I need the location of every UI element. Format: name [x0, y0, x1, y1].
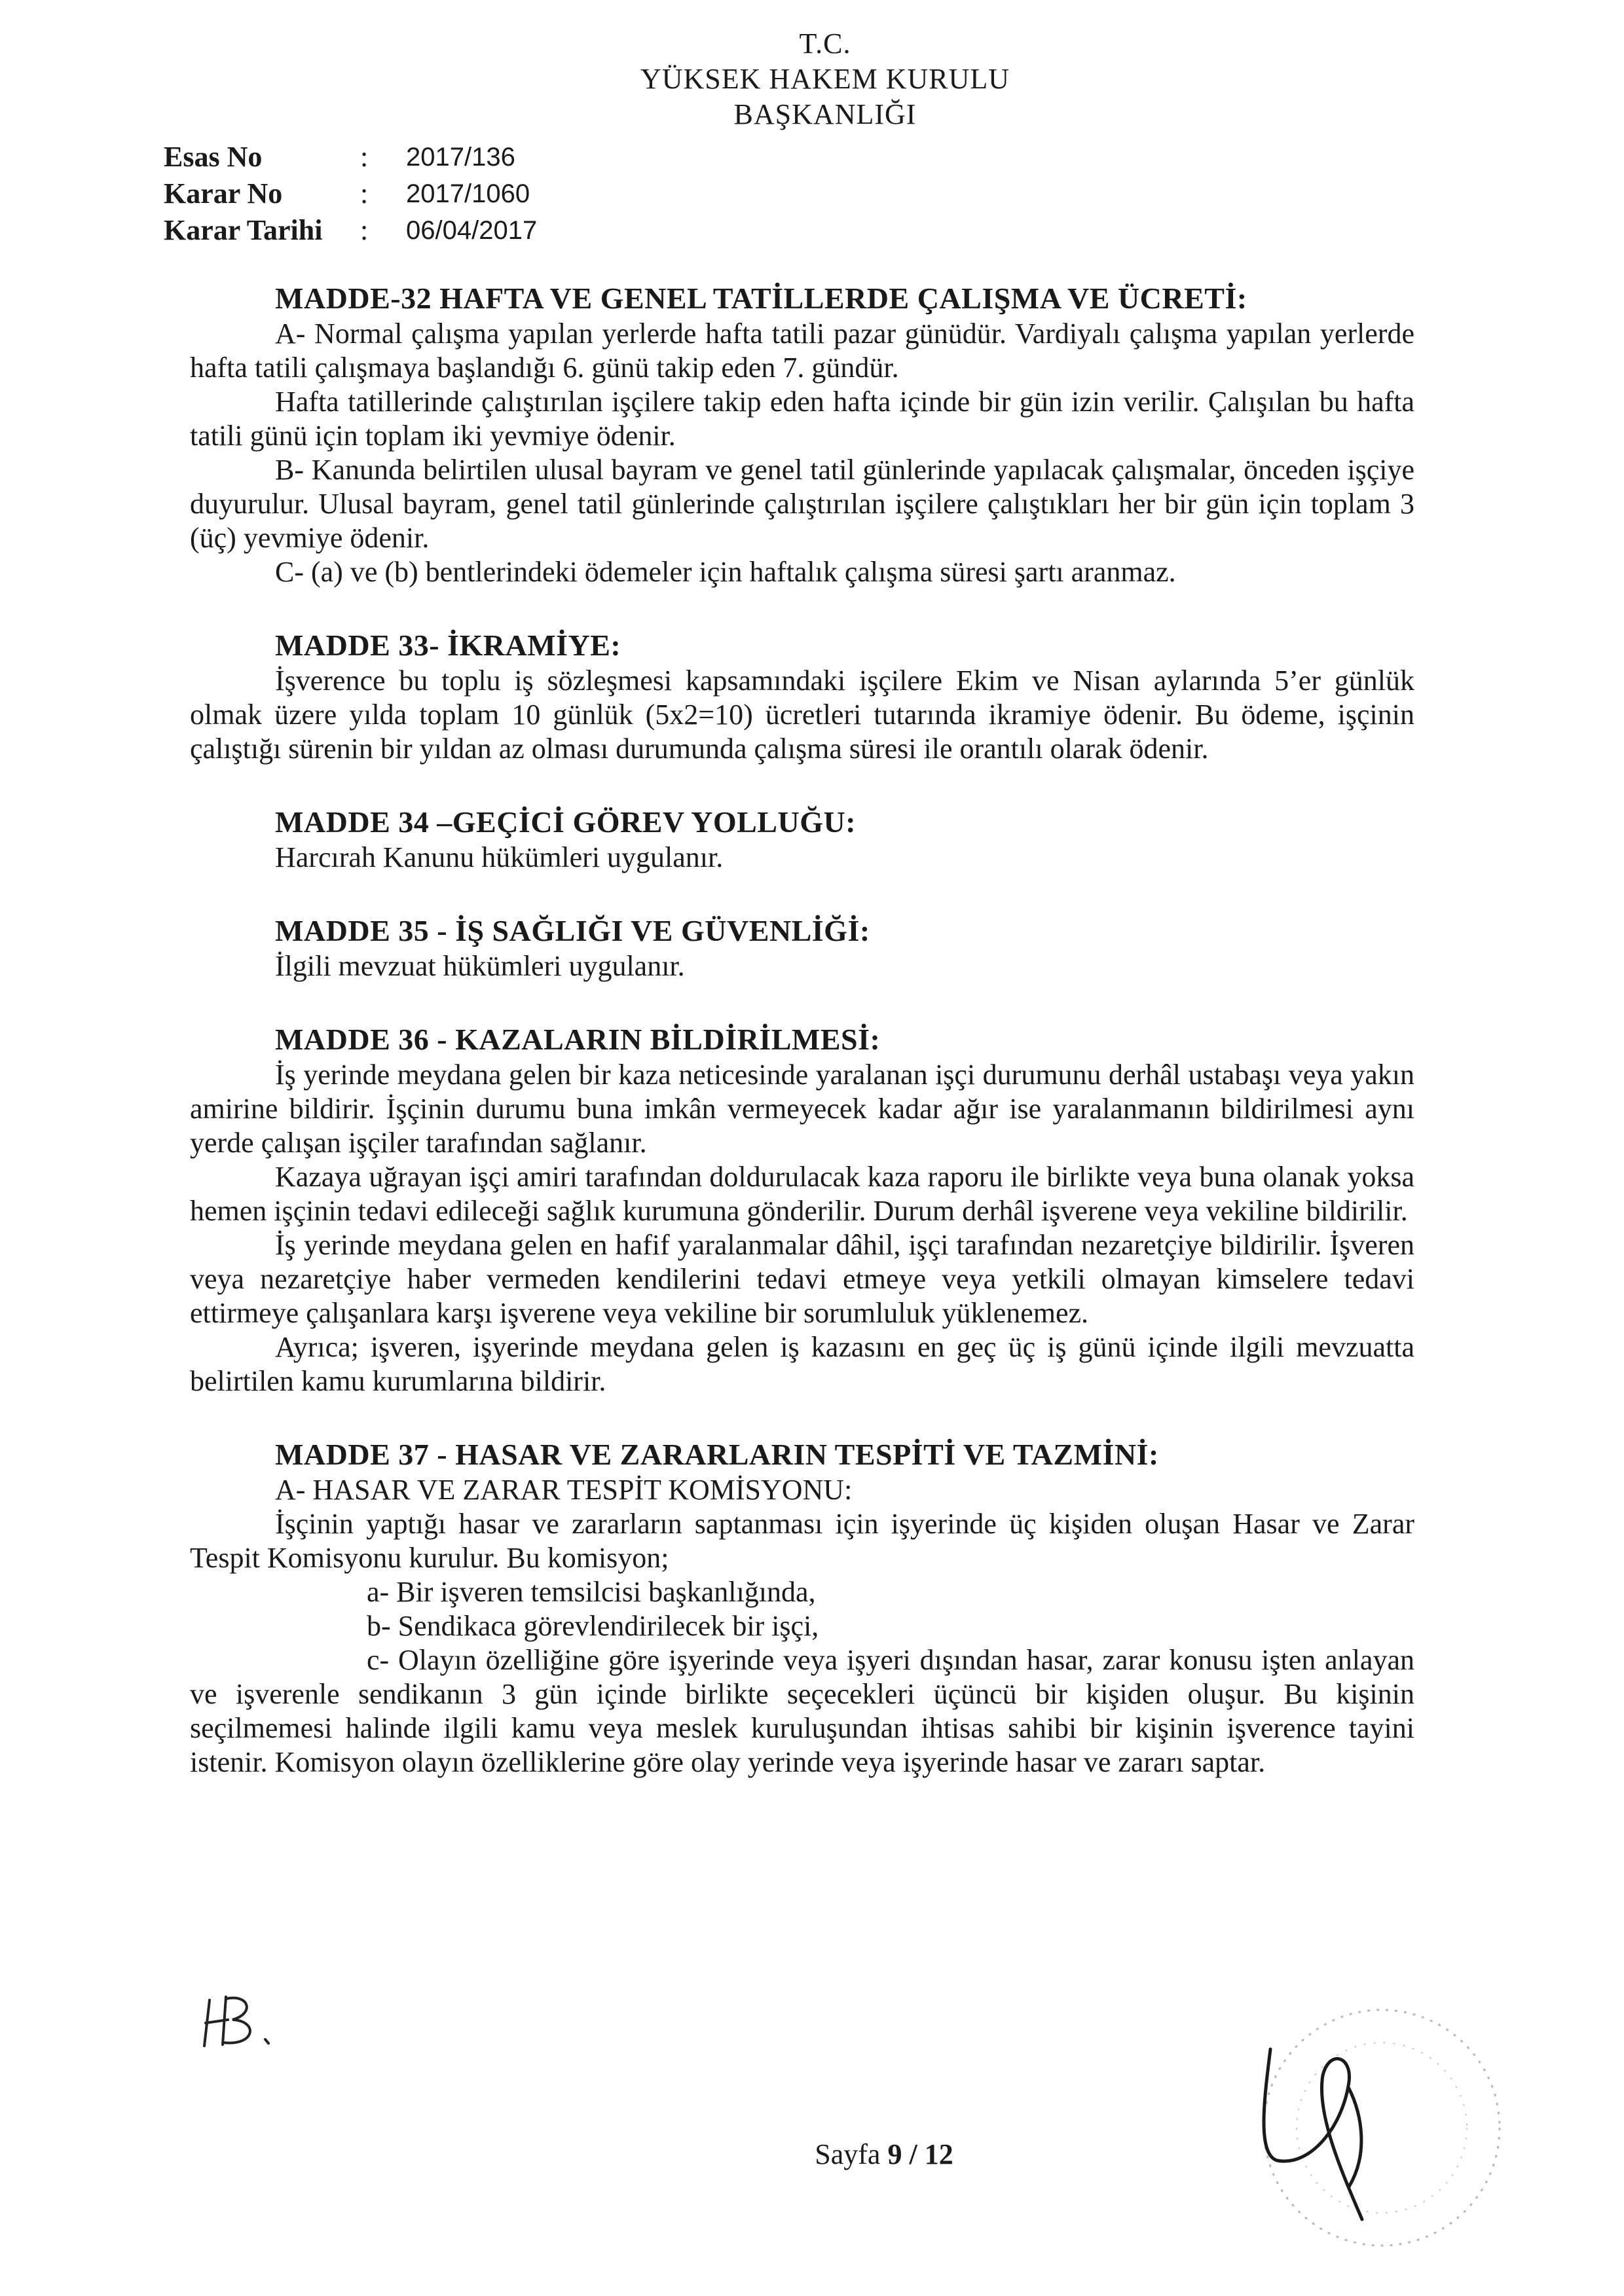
header-tc: T.C. — [799, 27, 851, 60]
paragraph: Kazaya uğrayan işçi amiri tarafından doldurulacak kaza raporu ile birlikte veya buna olanak yoksa hemen işçinin tedavi edileceği sağlık kurumuna gönderilir. Durum derhâl işverene veya vekiline bildirilir. — [190, 1161, 1414, 1227]
section-title: MADDE 33- İKRAMİYE: — [275, 629, 621, 662]
page-footer — [720, 2138, 1048, 2171]
section-title: MADDE 36 - KAZALARIN BİLDİRİLMESİ: — [275, 1023, 881, 1056]
section-madde-34 — [190, 805, 1414, 875]
paragraph: İşverence bu toplu iş sözleşmesi kapsamındaki işçilere Ekim ve Nisan aylarında 5’er günlük olmak üzere yılda toplam 10 günlük (5x2=10) ücretleri tutarında ikramiye ödenir. Bu ödeme, işçinin çalıştığı sürenin bir yıldan az olması durumunda çalışma süresi ile orantılı olarak ödenir. — [190, 665, 1414, 765]
section-madde-36 — [190, 1023, 1414, 1398]
paragraph: Hafta tatillerinde çalıştırılan işçilere takip eden hafta içinde bir gün izin verilir. Çalışılan bu hafta tatili günü için toplam iki yevmiye ödenir. — [190, 386, 1414, 452]
section-title: MADDE 34 –GEÇİCİ GÖREV YOLLUĞU: — [275, 805, 857, 839]
page-label: Sayfa — [815, 2138, 888, 2170]
list-item: a- Bir işveren temsilcisi başkanlığında, — [367, 1576, 816, 1608]
header-institution: YÜKSEK HAKEM KURULU — [640, 63, 1010, 95]
section-title: MADDE 37 - HASAR VE ZARARLARIN TESPİTİ VE TAZMİNİ: — [275, 1438, 1159, 1471]
paragraph: İlgili mevzuat hükümleri uygulanır. — [275, 950, 685, 982]
meta-label: Esas No — [164, 141, 263, 173]
paragraph: A- Normal çalışma yapılan yerlerde hafta tatili pazar günüdür. Vardiyalı çalışma yapılan yerlerde hafta tatili çalışmaya başlandığı 6. günü takip eden 7. gündür. — [190, 318, 1414, 384]
list-item-text: c- Olayın özelliğine göre işyerinde veya işyeri dışından hasar, zarar konusu işten anlayan ve işverenle sendikanın 3 gün içinde birlikte seçecekleri üçüncü bir kişiden oluşur. Bu kişinin seçilmemesi halinde ilgili kamu veya meslek kuruluşundan ihtisas sahibi bir kişinin işverence tayini istenir. Komisyon olayın özelliklerine göre olay yerinde veya işyerinde hasar ve zararı saptar. — [190, 1644, 1414, 1778]
paragraph: Ayrıca; işveren, işyerinde meydana gelen iş kazasını en geç üç iş günü içinde ilgili mevzuatta belirtilen kamu kurumlarına bildirir. — [190, 1331, 1414, 1397]
paragraph: B- Kanunda belirtilen ulusal bayram ve genel tatil günlerinde yapılacak çalışmalar, önceden işçiye duyurulur. Ulusal bayram, genel tatil günlerinde çalıştırılan işçilere çalıştıkları her bir gün için toplam 3 (üç) yevmiye ödenir. — [190, 454, 1414, 554]
meta-label: Karar Tarihi — [164, 214, 323, 246]
meta-row-esas — [164, 139, 537, 175]
section-title: MADDE 35 - İŞ SAĞLIĞI VE GÜVENLİĞİ: — [275, 914, 870, 947]
section-title: MADDE-32 HAFTA VE GENEL TATİLLERDE ÇALIŞMA VE ÜCRETİ: — [275, 282, 1247, 315]
meta-colon: : — [360, 177, 369, 210]
meta-colon: : — [360, 141, 369, 173]
paragraph: İşçinin yaptığı hasar ve zararların saptanması için işyerinde üç kişiden oluşan Hasar ve Zarar Tespit Komisyonu kurulur. Bu komisyon; — [190, 1508, 1414, 1574]
meta-value: 2017/136 — [406, 143, 515, 172]
list-item: b- Sendikaca görevlendirilecek bir işçi, — [367, 1610, 819, 1642]
handwritten-initials — [196, 1987, 301, 2052]
section-madde-35 — [190, 914, 1414, 983]
paragraph: İş yerinde meydana gelen bir kaza neticesinde yaralanan işçi durumunu derhâl ustabaşı veya yakın amirine bildirir. İşçinin durumu buna imkân vermeyecek kadar ağır ise yaralanmanın bildirilmesi aynı yerde çalışan işçiler tarafından sağlanır. — [190, 1059, 1414, 1159]
paragraph: C- (a) ve (b) bentlerindeki ödemeler için haftalık çalışma süresi şartı aranmaz. — [275, 556, 1176, 588]
case-meta — [164, 139, 537, 249]
meta-value: 06/04/2017 — [406, 216, 538, 245]
meta-colon: : — [360, 214, 369, 246]
section-madde-32 — [190, 282, 1414, 589]
section-madde-37 — [190, 1438, 1414, 1779]
meta-label: Karar No — [164, 177, 283, 210]
page-number: 9 / 12 — [887, 2138, 953, 2170]
list-item — [190, 1643, 1414, 1779]
signature — [1231, 2023, 1532, 2246]
subsection-title: A- HASAR VE ZARAR TESPİT KOMİSYONU: — [275, 1474, 853, 1506]
header-department: BAŞKANLIĞI — [733, 98, 917, 130]
meta-value: 2017/1060 — [406, 179, 530, 208]
institution-header — [576, 26, 1074, 132]
meta-row-karar — [164, 175, 537, 212]
section-madde-33 — [190, 629, 1414, 766]
document-body — [190, 282, 1414, 1819]
paragraph: İş yerinde meydana gelen en hafif yaralanmalar dâhil, işçi tarafından nezaretçiye bildirilir. İşveren veya nezaretçiye haber vermeden kendilerini tedavi etmeye veya yetkili olmayan kimselere tedavi ettirmeye çalışanlara karşı işverene veya vekiline bir sorumluluk yüklenemez. — [190, 1229, 1414, 1329]
meta-row-tarih — [164, 212, 537, 249]
paragraph: Harcırah Kanunu hükümleri uygulanır. — [275, 841, 724, 873]
